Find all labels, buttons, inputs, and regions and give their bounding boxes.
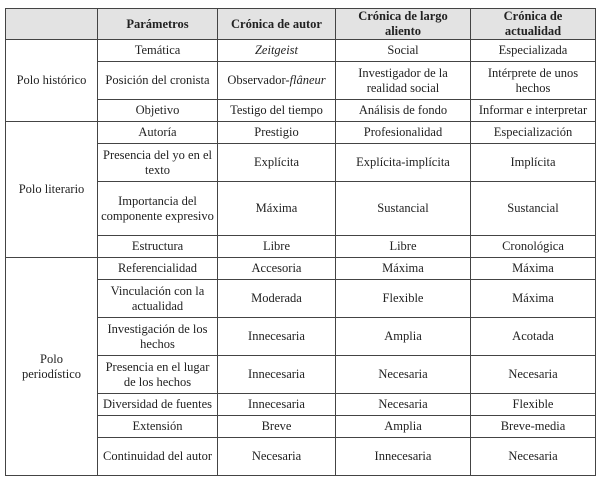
autor-cell — [218, 62, 336, 100]
chronicle-comparison-table — [5, 8, 596, 476]
actualidad-cell: Especializada — [471, 40, 596, 62]
param-cell: Referencialidad — [98, 258, 218, 280]
param-cell: Presencia en el lugar de los hechos — [98, 356, 218, 394]
autor-cell: Innecesaria — [218, 356, 336, 394]
largo-cell: Social — [336, 40, 471, 62]
autor-cell: Prestigio — [218, 122, 336, 144]
header-empty-cell — [6, 9, 98, 40]
actualidad-cell: Acotada — [471, 318, 596, 356]
largo-cell: Amplia — [336, 318, 471, 356]
table-wrapper — [5, 8, 595, 476]
autor-cell: Máxima — [218, 182, 336, 236]
param-cell: Objetivo — [98, 100, 218, 122]
param-cell: Presencia del yo en el texto — [98, 144, 218, 182]
header-row — [6, 9, 596, 40]
group-label-periodistico: Polo periodístico — [6, 258, 98, 476]
actualidad-cell: Intérprete de unos hechos — [471, 62, 596, 100]
actualidad-cell: Breve-media — [471, 416, 596, 438]
autor-cell: Accesoria — [218, 258, 336, 280]
largo-cell: Libre — [336, 236, 471, 258]
autor-text: Observador- — [227, 73, 290, 87]
param-cell: Autoría — [98, 122, 218, 144]
largo-cell: Explícita-implícita — [336, 144, 471, 182]
largo-cell: Análisis de fondo — [336, 100, 471, 122]
param-cell: Importancia del componente expresivo — [98, 182, 218, 236]
table-header — [6, 9, 596, 40]
param-cell: Temática — [98, 40, 218, 62]
actualidad-cell: Máxima — [471, 258, 596, 280]
largo-cell: Amplia — [336, 416, 471, 438]
autor-cell: Necesaria — [218, 438, 336, 476]
actualidad-cell: Máxima — [471, 280, 596, 318]
actualidad-cell: Necesaria — [471, 438, 596, 476]
autor-cell: Explícita — [218, 144, 336, 182]
header-cronica-largo-aliento: Crónica de largo aliento — [336, 9, 471, 40]
param-cell: Estructura — [98, 236, 218, 258]
param-cell: Posición del cronista — [98, 62, 218, 100]
table-row — [6, 258, 596, 280]
largo-cell: Innecesaria — [336, 438, 471, 476]
largo-cell: Flexible — [336, 280, 471, 318]
table-body — [6, 40, 596, 476]
autor-cell: Libre — [218, 236, 336, 258]
param-cell: Vinculación con la actualidad — [98, 280, 218, 318]
autor-cell: Innecesaria — [218, 318, 336, 356]
header-parametros: Parámetros — [98, 9, 218, 40]
autor-cell: Moderada — [218, 280, 336, 318]
actualidad-cell: Implícita — [471, 144, 596, 182]
autor-cell: Zeitgeist — [218, 40, 336, 62]
actualidad-cell: Informar e interpretar — [471, 100, 596, 122]
autor-italic-text: flâneur — [289, 73, 326, 87]
param-cell: Extensión — [98, 416, 218, 438]
header-cronica-autor: Crónica de autor — [218, 9, 336, 40]
actualidad-cell: Especialización — [471, 122, 596, 144]
autor-cell: Testigo del tiempo — [218, 100, 336, 122]
param-cell: Continuidad del autor — [98, 438, 218, 476]
group-label-historico: Polo histórico — [6, 40, 98, 122]
autor-cell: Innecesaria — [218, 394, 336, 416]
actualidad-cell: Flexible — [471, 394, 596, 416]
table-row — [6, 40, 596, 62]
header-cronica-actualidad: Crónica de actualidad — [471, 9, 596, 40]
actualidad-cell: Cronológica — [471, 236, 596, 258]
param-cell: Diversidad de fuentes — [98, 394, 218, 416]
largo-cell: Sustancial — [336, 182, 471, 236]
actualidad-cell: Necesaria — [471, 356, 596, 394]
table-row — [6, 122, 596, 144]
largo-cell: Necesaria — [336, 394, 471, 416]
largo-cell: Necesaria — [336, 356, 471, 394]
autor-cell: Breve — [218, 416, 336, 438]
group-label-literario: Polo literario — [6, 122, 98, 258]
actualidad-cell: Sustancial — [471, 182, 596, 236]
param-cell: Investigación de los hechos — [98, 318, 218, 356]
largo-cell: Investigador de la realidad social — [336, 62, 471, 100]
largo-cell: Máxima — [336, 258, 471, 280]
largo-cell: Profesionalidad — [336, 122, 471, 144]
